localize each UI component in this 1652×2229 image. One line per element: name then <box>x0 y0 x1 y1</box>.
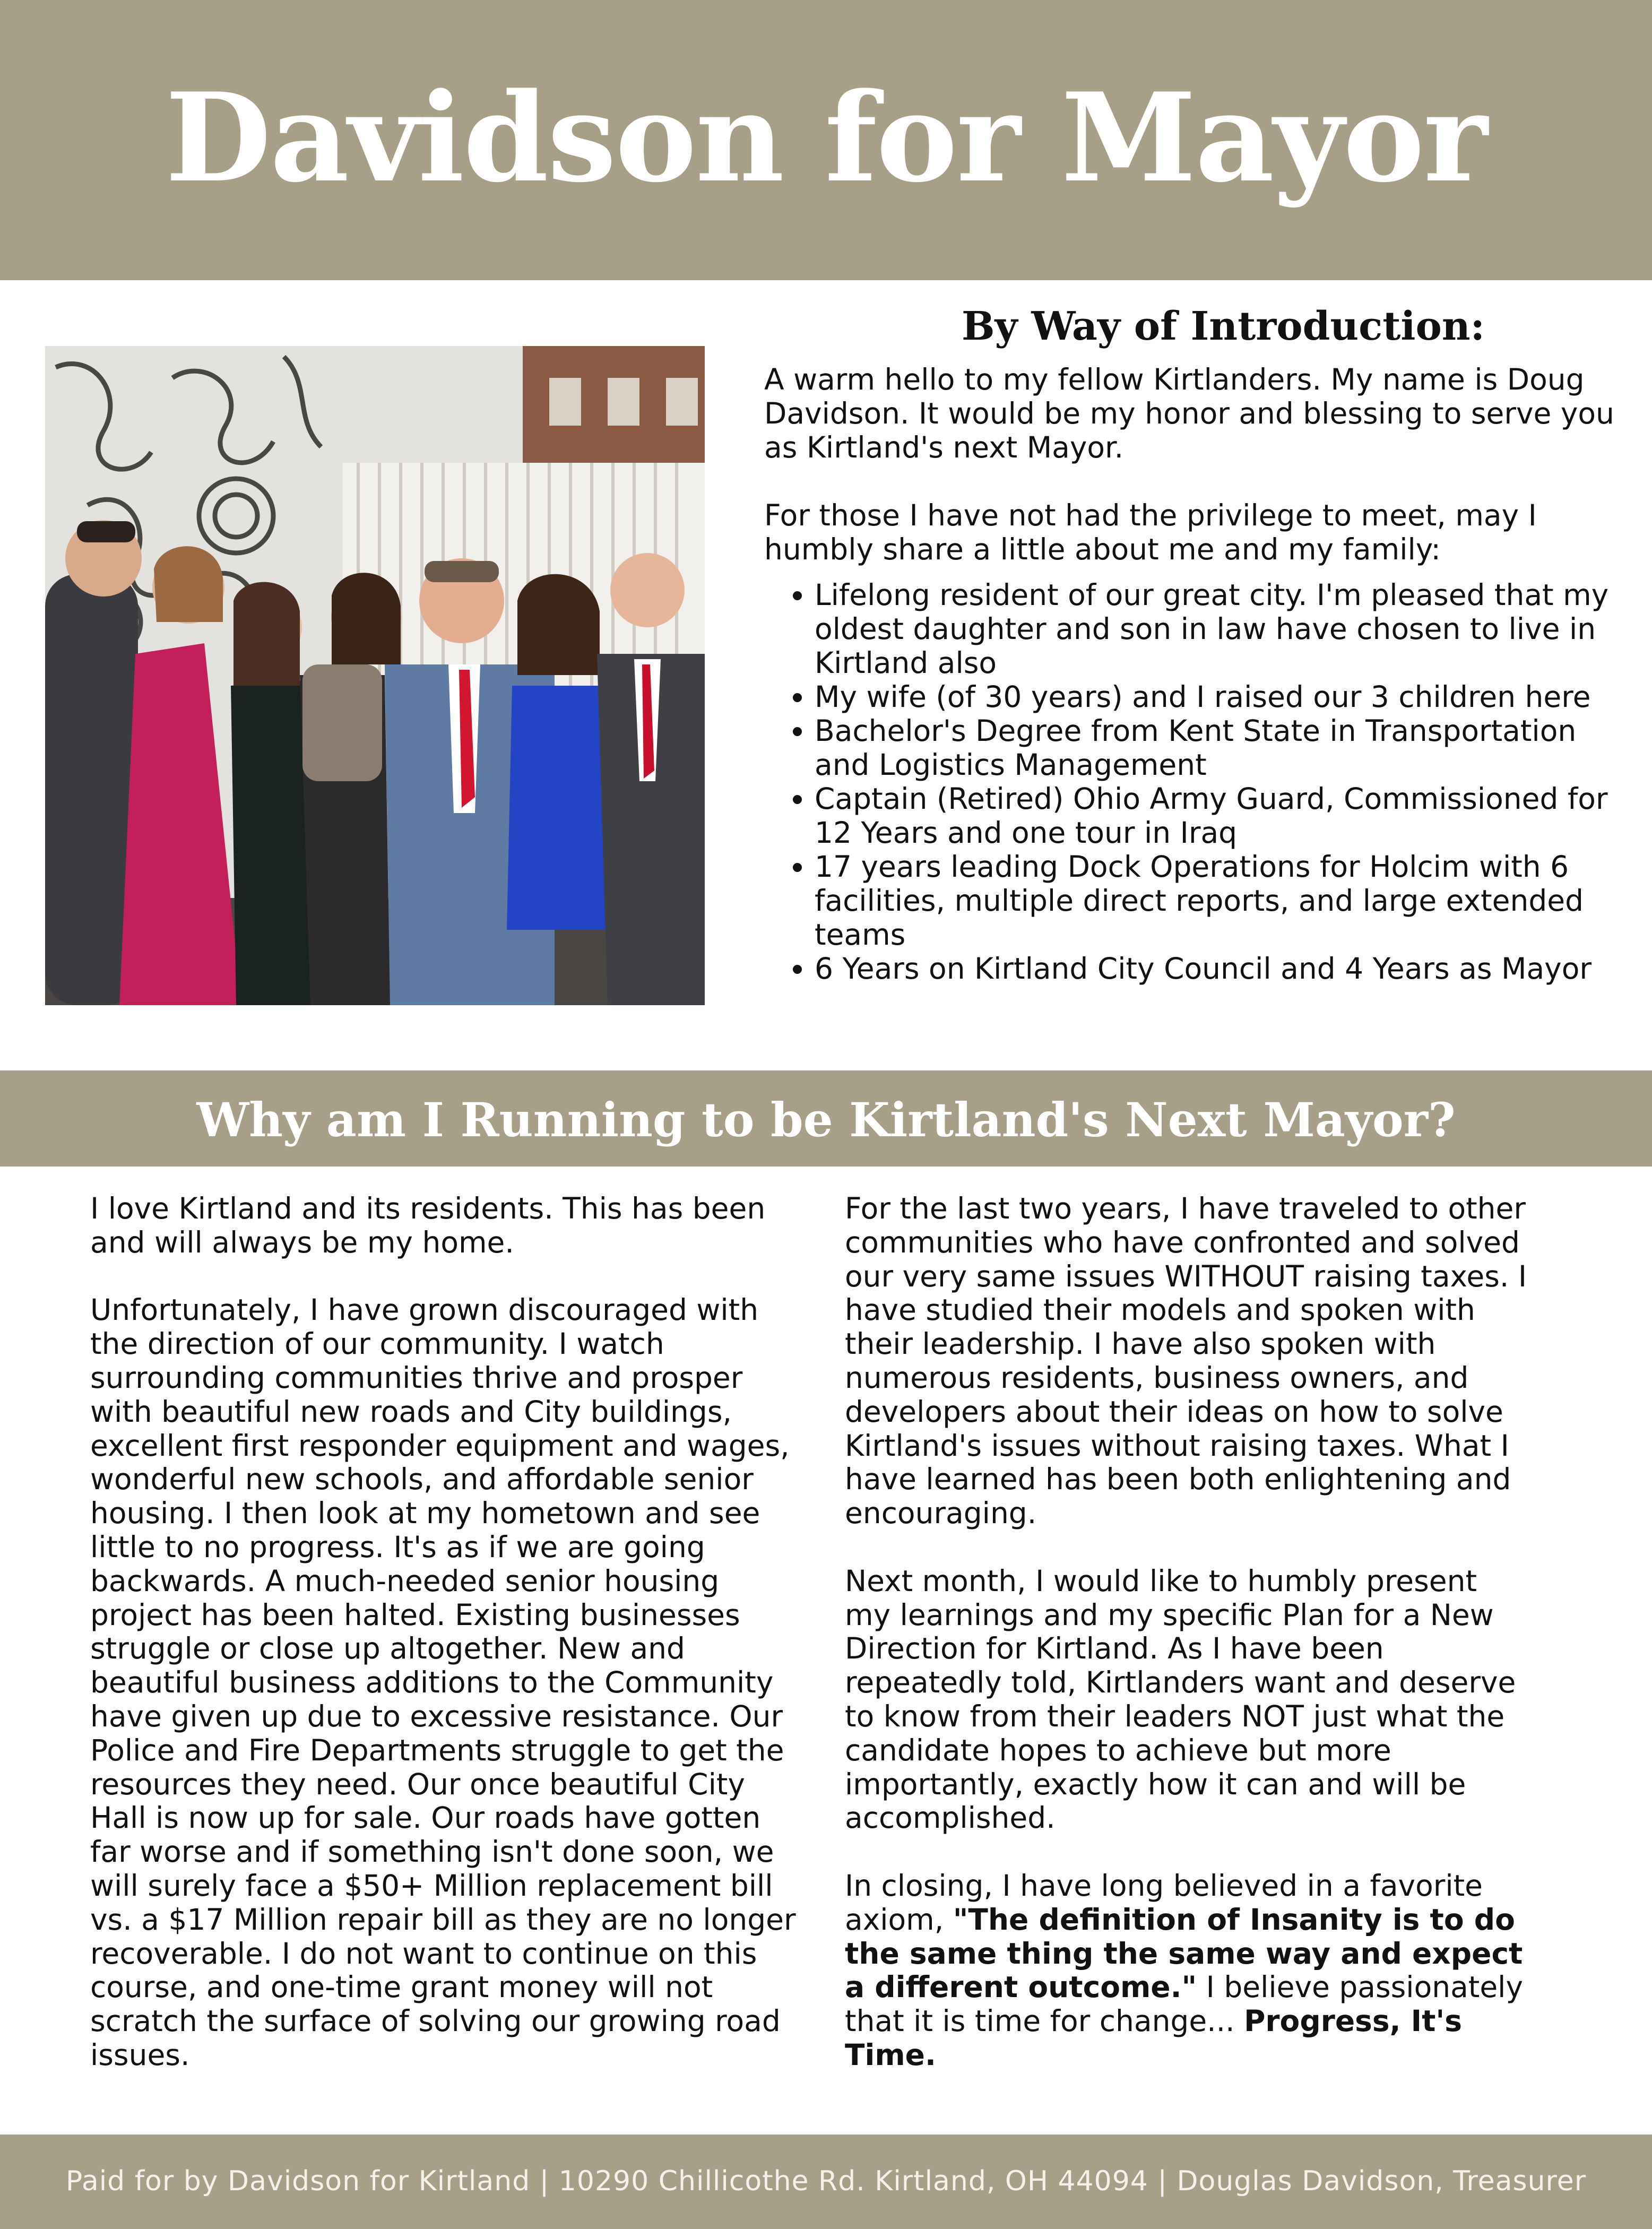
left-paragraph-2: Unfortunately, I have grown discouraged with the direction of our community. I watch surrounding communities thrive and prosper with beautiful new roads and City buildings, excellent first responder equipment and wages, wonderful new schools, and affordable senior housing. I then look at my hometown and see little to no progress. It's as if we are going backwards. A much-needed senior housing project has been halted. Existing businesses struggle or close up altogether. New and beautiful business additions to the Community have given up due to excessive resistance. Our Police and Fire Departments struggle to get the resources they need. Our once beautiful City Hall is now up for sale. Our roads have gotten far worse and if something isn't done soon, we will surely face a $50+ Million replacement bill vs. a $17 Million repair bill as they are no longer recoverable. I do not want to continue on this course, and one-time grant money will not scratch the surface of solving our growing road issues. <box>90 1293 796 2072</box>
bio-item: • 6 Years on Kirtland City Council and 4 Years as Mayor <box>815 952 1629 986</box>
paid-for-disclaimer: Paid for by Davidson for Kirtland | 10290 Chillicothe Rd. Kirtland, OH 44094 | Douglas Davidson, Treasurer <box>65 2165 1587 2197</box>
bio-item: • My wife (of 30 years) and I raised our 3 children here <box>815 680 1629 714</box>
closing-mid: I believe passionately that it is time for change... <box>845 1970 1524 2038</box>
bio-item: • Lifelong resident of our great city. I'm pleased that my oldest daughter and son in law have chosen to live in Kirtland also <box>815 578 1629 680</box>
intro-lead-in: For those I have not had the privilege to meet, may I humbly share a little about me and my family: <box>764 498 1537 566</box>
right-column <box>845 1192 1529 2072</box>
left-column <box>90 1192 796 2072</box>
section-banner <box>0 1070 1652 1167</box>
bio-item: • 17 years leading Dock Operations for Holcim with 6 facilities, multiple direct reports, and large extended teams <box>815 850 1629 952</box>
insanity-quote: "The definition of Insanity is to do the same thing the same way and expect a different outcome." <box>845 1902 1523 2005</box>
right-paragraph-3 <box>845 1869 1529 2072</box>
family-photo <box>45 346 705 1005</box>
intro-heading: By Way of Introduction: <box>962 304 1485 349</box>
bio-item: • Captain (Retired) Ohio Army Guard, Commissioned for 12 Years and one tour in Iraq <box>815 782 1629 850</box>
closing-slogan: Progress, It's Time. <box>845 2004 1462 2072</box>
closing-lead: In closing, I have long believed in a favorite axiom, <box>845 1868 1483 1937</box>
header-banner <box>0 0 1652 280</box>
right-paragraph-1: For the last two years, I have traveled to other communities who have confronted and solved our very same issues WITHOUT raising taxes. I have studied their models and spoken with their leadership. I have also spoken with numerous residents, business owners, and developers about their ideas on how to solve Kirtland's issues without raising taxes. What I have learned has been both enlightening and encouraging. <box>845 1191 1527 1531</box>
right-paragraph-2: Next month, I would like to humbly present my learnings and my specific Plan for a New Direction for Kirtland. As I have been repeatedly told, Kirtlanders want and deserve to know from their leaders NOT just what the candidate hopes to achieve but more importantly, exactly how it can and will be accomplished. <box>845 1563 1516 1835</box>
intro-greeting: A warm hello to my fellow Kirtlanders. My name is Doug Davidson. It would be my honor and blessing to serve you as Kirtland's next Mayor. <box>764 362 1614 464</box>
bio-list <box>764 578 1629 986</box>
intro-body <box>764 362 1629 986</box>
family-photo-illustration <box>45 346 705 1005</box>
bio-item: • Bachelor's Degree from Kent State in Transportation and Logistics Management <box>815 714 1629 782</box>
page-title: Davidson for Mayor <box>165 66 1487 210</box>
footer-banner <box>0 2135 1652 2229</box>
section-heading: Why am I Running to be Kirtland's Next Mayor? <box>196 1092 1456 1147</box>
left-paragraph-1: I love Kirtland and its residents. This has been and will always be my home. <box>90 1191 766 1259</box>
